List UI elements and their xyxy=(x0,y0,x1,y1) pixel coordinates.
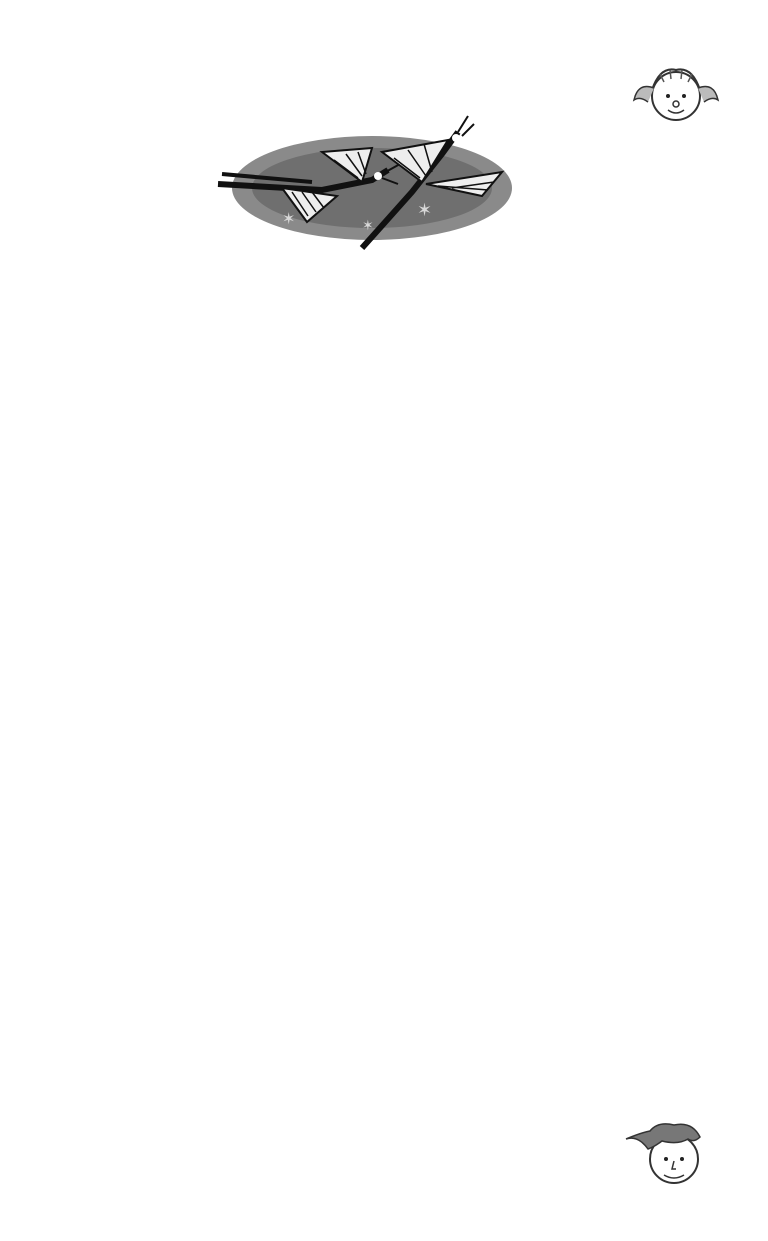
svg-text:✶: ✶ xyxy=(362,218,374,234)
svg-text:✶: ✶ xyxy=(417,200,433,221)
boy-face-icon xyxy=(618,1115,718,1195)
svg-text:✶: ✶ xyxy=(282,209,296,228)
birds-illustration xyxy=(212,112,512,252)
girl-face-icon xyxy=(630,52,722,132)
